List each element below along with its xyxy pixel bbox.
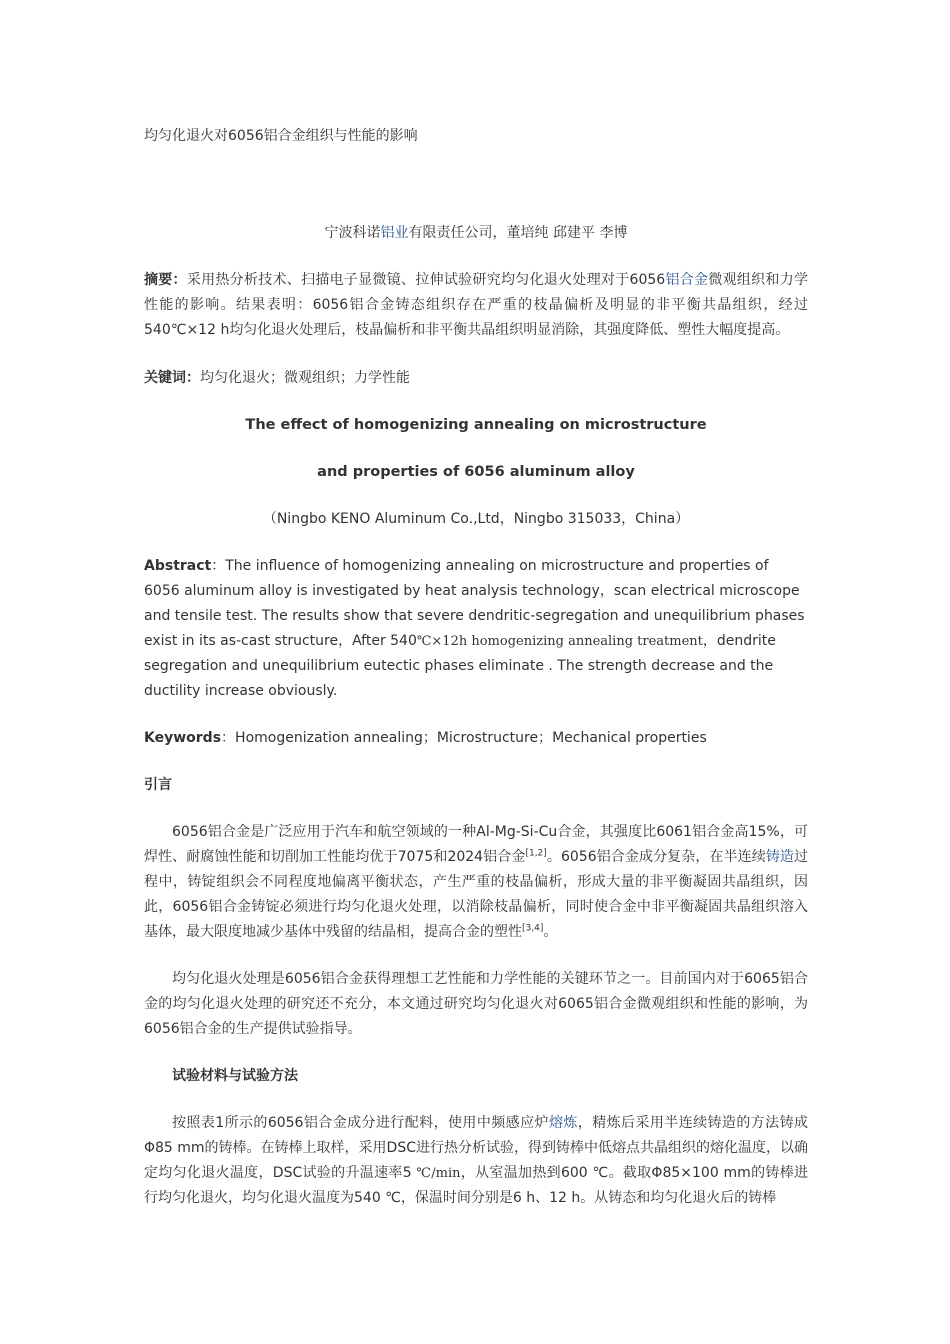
intro-p1-text-1: 6056铝合金是广泛应用于汽车和航空领域的一种Al-Mg-Si-Cu合金，其强度比6061铝合金高15%，可焊性、耐腐蚀性能和切削加工性能均优于7075和2024铝合金 <box>144 824 808 865</box>
section-heading-method: 试验材料与试验方法 <box>172 1068 298 1084</box>
abstract-cn-text-2: 微观组织和力学性能的影响。结果表明：6056铝合金铸态组织存在严重的枝晶偏析及明显的非平衡共晶组织，经过540℃×12 h均匀化退火处理后，枝晶偏析和非平衡共晶组织明显消除，其强度降低、塑性大幅度提高。 <box>144 272 808 338</box>
intro-p1-text-2: 。6056铝合金成分复杂，在半连续 <box>546 849 766 865</box>
english-title-line-2: and properties of 6056 aluminum alloy <box>317 464 635 480</box>
method-rate-unit: ℃/min <box>416 1166 461 1181</box>
abstract-en-text-1: The influence of homogenizing annealing on microstructure and properties of 6056 aluminum alloy is investigated by heat analysis technology，scan electrical microscope and tensile test. The results show that severe dendritic-segregation and unequilibrium phases exist in its as-cast structure，After 540 <box>144 558 805 649</box>
keywords-en <box>144 726 707 751</box>
citation-3-4[interactable]: [3,4] <box>522 923 544 934</box>
intro-p1-text-3: 过程中，铸锭组织会不同程度地偏离平衡状态，产生严重的枝晶偏析，形成大量的非平衡凝固共晶组织，因此，6056铝合金铸锭必须进行均匀化退火处理，以消除枝晶偏析，同时使合金中非平衡凝固共晶组织溶入基体，最大限度地减少基体中残留的结晶相，提高合金的塑性 <box>144 849 808 940</box>
affiliation-link[interactable]: 铝业 <box>380 225 409 241</box>
abstract-en <box>144 554 808 704</box>
keywords-cn-label: 关键词： <box>144 370 200 386</box>
citation-1-2[interactable]: [1,2] <box>525 848 547 859</box>
section-heading-intro: 引言 <box>144 777 172 793</box>
keywords-en-label: Keywords <box>144 730 222 746</box>
keywords-en-text: ：Homogenization annealing；Microstructure；Mechanical properties <box>221 730 707 746</box>
abstract-cn <box>144 268 808 343</box>
method-text-2: ，精炼后采用半连续铸造的方法铸成Φ85 mm的铸棒。在铸棒上取样，采用DSC进行热分析试验，得到铸棒中低熔点共晶组织的熔化温度，以确定均匀化退火温度，DSC试验的升温速率5 <box>144 1115 809 1181</box>
intro-p1-text-4: 。 <box>543 924 558 940</box>
keywords-cn <box>144 366 410 391</box>
abstract-en-text-2: ，dendrite segregation and unequilibrium eutectic phases eliminate . The strength decrease and the ductility increase obviously. <box>144 633 776 699</box>
method-link-smelting[interactable]: 熔炼 <box>548 1115 578 1131</box>
english-title-line-1: The effect of homogenizing annealing on microstructure <box>245 417 707 433</box>
abstract-cn-label: 摘要： <box>144 272 187 288</box>
affiliation-suffix: 有限责任公司，董培纯 邱建平 李博 <box>408 225 628 241</box>
intro-paragraph-1 <box>144 820 808 945</box>
method-text-3: ，从室温加热到600 ℃。截取Φ85×100 mm的铸棒进行均匀化退火，均匀化退火温度为540 ℃，保温时间分别是6 h、12 h。从铸态和均匀化退火后的铸棒 <box>144 1165 809 1206</box>
abstract-en-label: Abstract <box>144 558 212 574</box>
abstract-en-serif-text: ℃×12h homogenizing annealing treatment <box>416 634 703 649</box>
affiliation-en: （Ningbo KENO Aluminum Co.,Ltd，Ningbo 315033，China） <box>262 511 690 527</box>
method-text-1: 按照表1所示的6056铝合金成分进行配料，使用中频感应炉 <box>172 1115 549 1131</box>
method-paragraph <box>144 1111 808 1211</box>
affiliation-cn <box>144 222 808 244</box>
abstract-cn-link[interactable]: 铝合金 <box>665 272 709 288</box>
abstract-cn-text-1: 采用热分析技术、扫描电子显微镜、拉伸试验研究均匀化退火处理对于6056 <box>186 272 666 288</box>
intro-link-casting[interactable]: 铸造 <box>765 849 794 865</box>
document-title: 均匀化退火对6056铝合金组织与性能的影响 <box>144 128 418 144</box>
affiliation-prefix: 宁波科诺 <box>324 225 381 241</box>
abstract-en-colon: ： <box>211 558 226 574</box>
keywords-cn-text: 均匀化退火；微观组织；力学性能 <box>200 370 410 386</box>
intro-paragraph-2: 均匀化退火处理是6056铝合金获得理想工艺性能和力学性能的关键环节之一。目前国内对于6065铝合金的均匀化退火处理的研究还不充分，本文通过研究均匀化退火对6065铝合金微观组织和性能的影响，为6056铝合金的生产提供试验指导。 <box>144 971 808 1037</box>
